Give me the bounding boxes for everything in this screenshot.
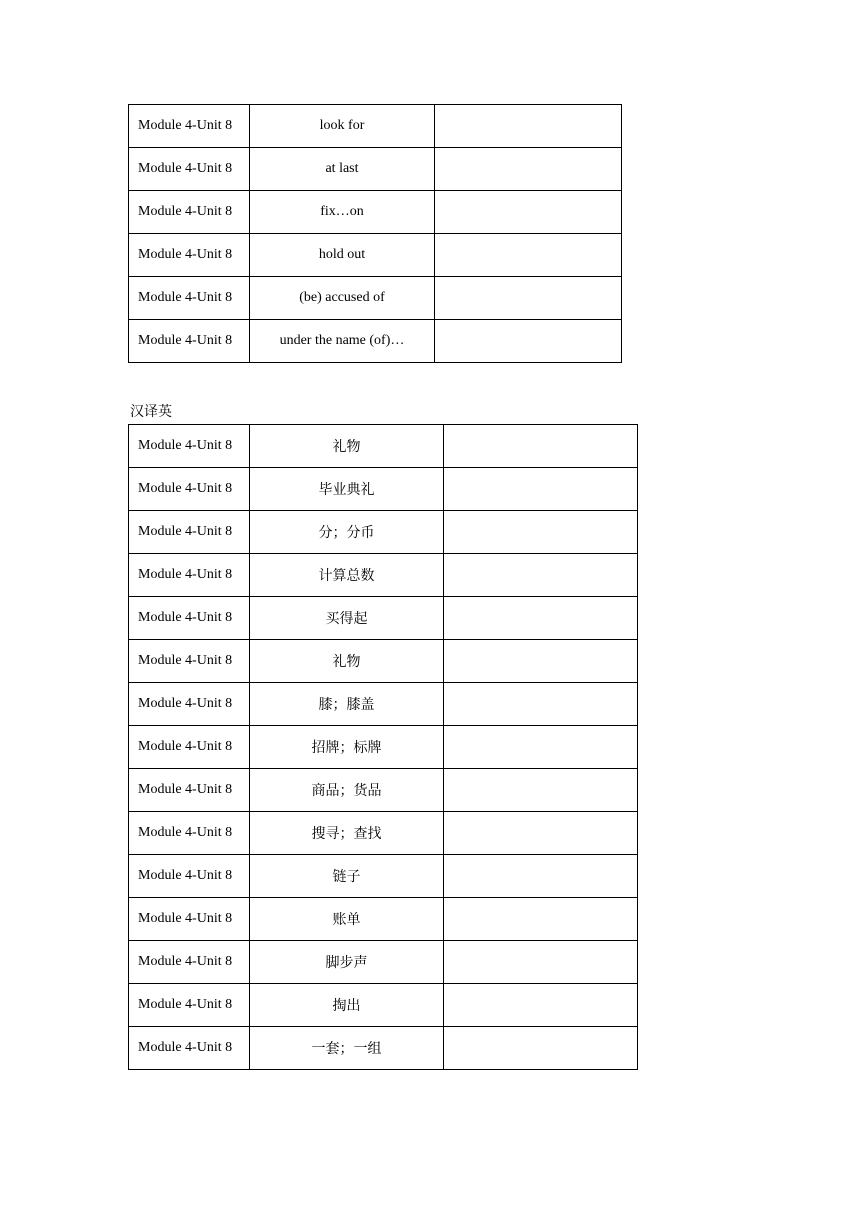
module-cell: Module 4-Unit 8 (129, 468, 250, 511)
table-row (129, 898, 638, 941)
table-row (129, 191, 622, 234)
term-cell: 毕业典礼 (250, 468, 444, 511)
english-to-chinese-table (128, 104, 622, 363)
module-cell: Module 4-Unit 8 (129, 898, 250, 941)
answer-cell[interactable] (444, 726, 638, 769)
term-cell: 礼物 (250, 425, 444, 468)
answer-cell[interactable] (444, 769, 638, 812)
section-heading: 汉译英 (130, 405, 172, 420)
answer-cell[interactable] (444, 554, 638, 597)
term-cell: at last (250, 148, 435, 191)
module-cell: Module 4-Unit 8 (129, 191, 250, 234)
term-cell: look for (250, 105, 435, 148)
module-cell: Module 4-Unit 8 (129, 855, 250, 898)
term-cell: 掏出 (250, 984, 444, 1027)
answer-cell[interactable] (444, 425, 638, 468)
module-cell: Module 4-Unit 8 (129, 277, 250, 320)
module-cell: Module 4-Unit 8 (129, 148, 250, 191)
module-cell: Module 4-Unit 8 (129, 984, 250, 1027)
table-row (129, 320, 622, 363)
answer-cell[interactable] (444, 683, 638, 726)
answer-cell[interactable] (444, 1027, 638, 1070)
answer-cell[interactable] (444, 597, 638, 640)
table-body (129, 425, 638, 1070)
term-cell: 礼物 (250, 640, 444, 683)
table-row (129, 812, 638, 855)
table-row (129, 1027, 638, 1070)
module-cell: Module 4-Unit 8 (129, 1027, 250, 1070)
term-cell: 搜寻；查找 (250, 812, 444, 855)
table-row (129, 511, 638, 554)
module-cell: Module 4-Unit 8 (129, 554, 250, 597)
module-cell: Module 4-Unit 8 (129, 812, 250, 855)
answer-cell[interactable] (444, 812, 638, 855)
table-row (129, 148, 622, 191)
table-row (129, 597, 638, 640)
table-row (129, 277, 622, 320)
answer-cell[interactable] (444, 468, 638, 511)
term-cell: 脚步声 (250, 941, 444, 984)
table-row (129, 855, 638, 898)
module-cell: Module 4-Unit 8 (129, 511, 250, 554)
module-cell: Module 4-Unit 8 (129, 683, 250, 726)
answer-cell[interactable] (444, 511, 638, 554)
answer-cell[interactable] (435, 277, 622, 320)
table-row (129, 425, 638, 468)
table-body (129, 105, 622, 363)
table-row (129, 984, 638, 1027)
table-row (129, 640, 638, 683)
answer-cell[interactable] (444, 941, 638, 984)
term-cell: 链子 (250, 855, 444, 898)
module-cell: Module 4-Unit 8 (129, 640, 250, 683)
table-row (129, 726, 638, 769)
table-row (129, 468, 638, 511)
term-cell: 分；分币 (250, 511, 444, 554)
answer-cell[interactable] (435, 191, 622, 234)
term-cell: fix…on (250, 191, 435, 234)
term-cell: hold out (250, 234, 435, 277)
term-cell: under the name (of)… (250, 320, 435, 363)
table-row (129, 234, 622, 277)
answer-cell[interactable] (444, 898, 638, 941)
module-cell: Module 4-Unit 8 (129, 769, 250, 812)
term-cell: 买得起 (250, 597, 444, 640)
term-cell: 账单 (250, 898, 444, 941)
answer-cell[interactable] (444, 855, 638, 898)
term-cell: 招牌；标牌 (250, 726, 444, 769)
chinese-to-english-table (128, 424, 638, 1070)
answer-cell[interactable] (444, 640, 638, 683)
term-cell: 计算总数 (250, 554, 444, 597)
answer-cell[interactable] (435, 234, 622, 277)
table-row (129, 941, 638, 984)
answer-cell[interactable] (444, 984, 638, 1027)
module-cell: Module 4-Unit 8 (129, 234, 250, 277)
term-cell: 一套；一组 (250, 1027, 444, 1070)
answer-cell[interactable] (435, 105, 622, 148)
term-cell: 膝；膝盖 (250, 683, 444, 726)
module-cell: Module 4-Unit 8 (129, 941, 250, 984)
module-cell: Module 4-Unit 8 (129, 726, 250, 769)
term-cell: 商品；货品 (250, 769, 444, 812)
table-row (129, 769, 638, 812)
answer-cell[interactable] (435, 148, 622, 191)
answer-cell[interactable] (435, 320, 622, 363)
term-cell: (be) accused of (250, 277, 435, 320)
table-row (129, 683, 638, 726)
table-row (129, 554, 638, 597)
module-cell: Module 4-Unit 8 (129, 597, 250, 640)
table-row (129, 105, 622, 148)
module-cell: Module 4-Unit 8 (129, 105, 250, 148)
module-cell: Module 4-Unit 8 (129, 320, 250, 363)
module-cell: Module 4-Unit 8 (129, 425, 250, 468)
